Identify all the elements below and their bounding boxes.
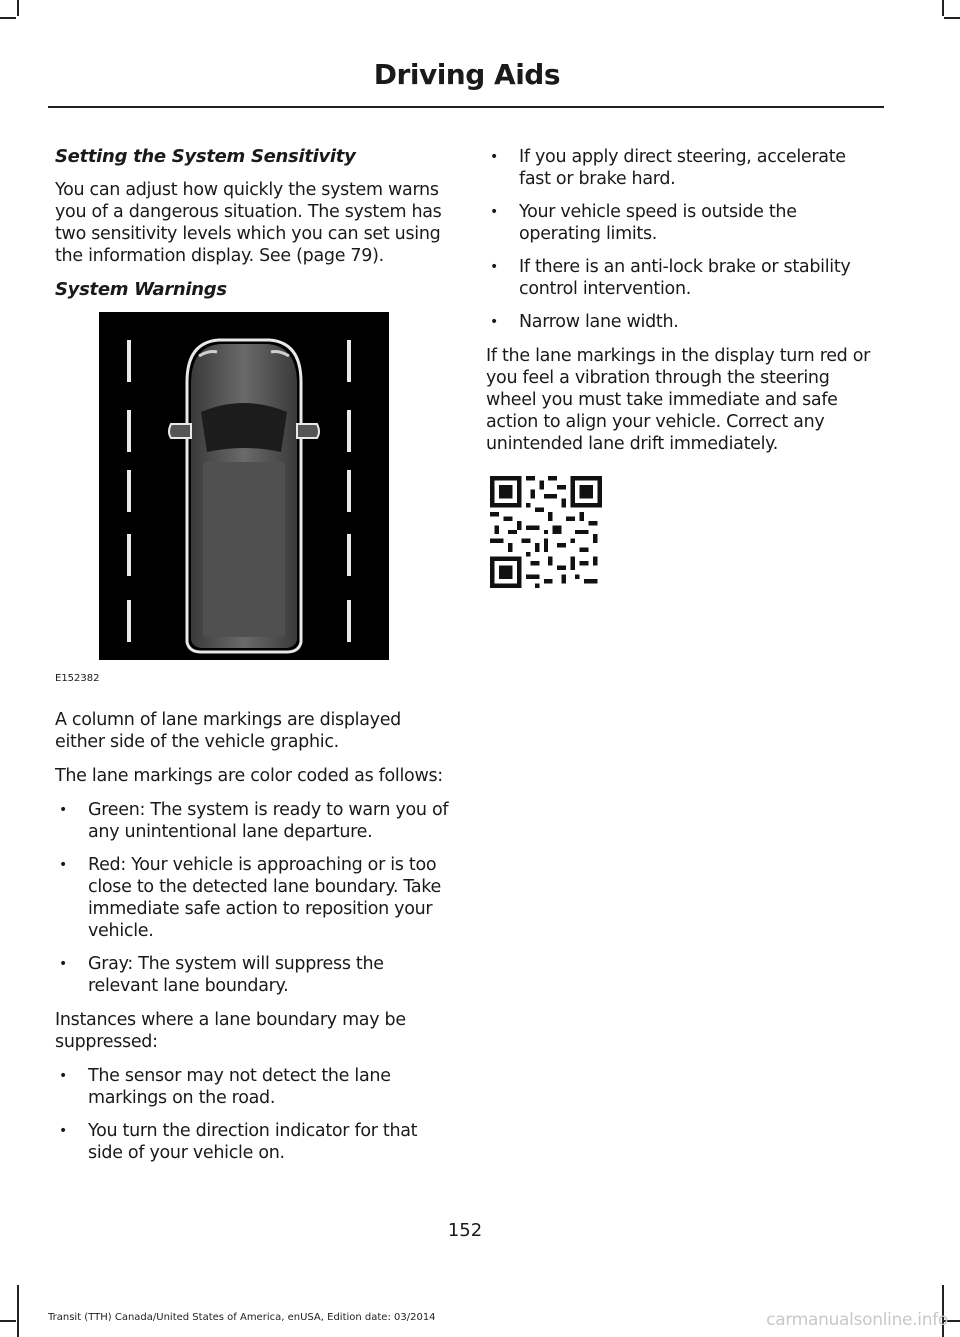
left-column [55,146,450,1176]
color-intro: The lane markings are color coded as follows: [55,766,443,786]
list-item: • Your vehicle speed is outside the operating limits. [486,201,881,245]
lane-keeping-figure [99,312,389,660]
list-item: • If you apply direct steering, accelerate fast or brake hard. [486,146,881,190]
watermark: carmanualsonline.info [766,1310,948,1330]
page-number: 152 [447,1220,483,1241]
instance-bullet-list [55,1065,450,1164]
crop-mark-bottom-left-h [0,1320,16,1322]
warnings-heading: System Warnings [55,279,227,300]
list-item: • Narrow lane width. [486,311,881,333]
crop-mark-top-left-v [17,0,19,16]
list-item: • You turn the direction indicator for that side of your vehicle on. [55,1120,450,1164]
figure-code: E152382 [55,673,100,684]
vehicle-lane-graphic [99,312,389,660]
list-item: • Gray: The system will suppress the relevant lane boundary. [55,953,450,997]
list-item: • If there is an anti-lock brake or stability control intervention. [486,256,881,300]
crop-mark-bottom-left-v [17,1285,19,1337]
color-bullet-list [55,799,450,997]
qr-code-icon[interactable] [490,476,602,588]
sensitivity-paragraph: You can adjust how quickly the system warns you of a dangerous situation. The system has two sensitivity levels which you can set using the information display. See (page 79). [55,180,442,266]
warning-paragraph: If the lane markings in the display turn red or you feel a vibration through the steering wheel you must take immediate and safe action to align your vehicle. Correct any unintended lane drift immediately. [486,346,871,454]
crop-mark-top-left-h [0,17,16,19]
sensitivity-heading: Setting the System Sensitivity [55,146,356,167]
list-item: • Red: Your vehicle is approaching or is too close to the detected lane boundary. Take immediate safe action to reposition your vehicle. [55,854,450,942]
column-paragraph: A column of lane markings are displayed either side of the vehicle graphic. [55,710,401,752]
right-column [486,146,881,588]
footer-edition: Transit (TTH) Canada/United States of America, enUSA, Edition date: 03/2014 [48,1312,436,1323]
suppression-bullet-list [486,146,881,333]
crop-mark-top-right-h [944,17,960,19]
page-title: Driving Aids [373,58,560,91]
list-item: • Green: The system is ready to warn you of any unintentional lane departure. [55,799,450,843]
header-divider [48,106,884,108]
instances-intro: Instances where a lane boundary may be suppressed: [55,1010,406,1052]
vehicle-top-view [169,340,319,652]
crop-mark-top-right-v [942,0,944,16]
list-item: • The sensor may not detect the lane markings on the road. [55,1065,450,1109]
